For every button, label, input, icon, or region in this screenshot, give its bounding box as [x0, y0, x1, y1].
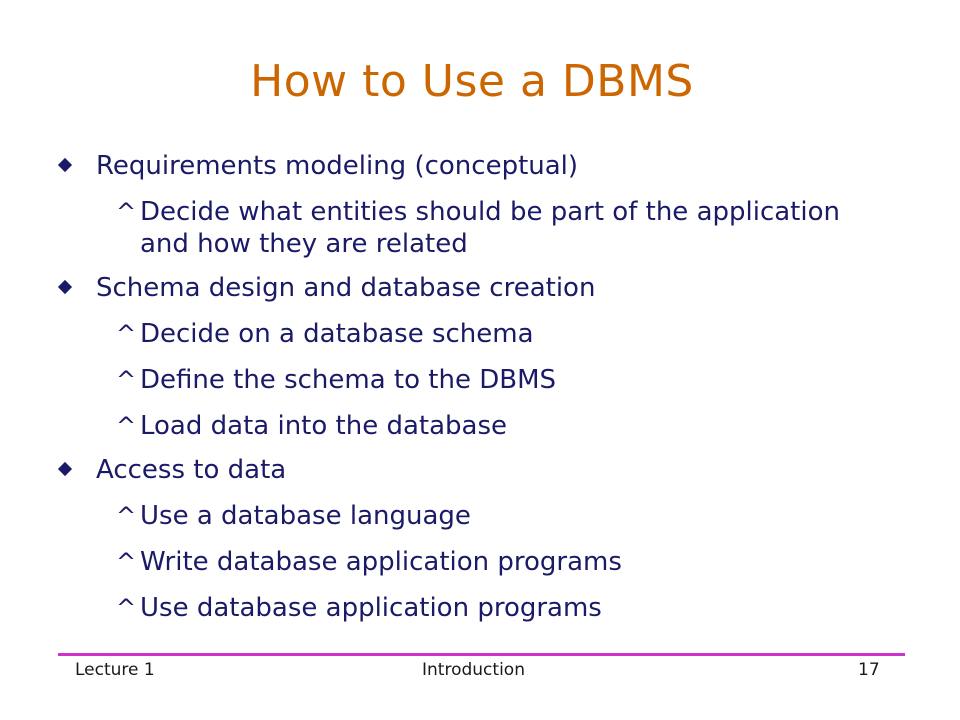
sub-bullet-item [60, 318, 880, 350]
sub-bullet-item [60, 196, 880, 260]
sub-bullet-text: Decide what entities should be part of the application and how they are related [140, 197, 840, 259]
caret-bullet-icon: ^ [116, 502, 137, 530]
sub-bullet-text: Define the schema to the DBMS [140, 365, 556, 395]
sub-bullet-text: Write database application programs [140, 547, 622, 577]
bullet-item [60, 150, 880, 182]
caret-bullet-icon: ^ [116, 198, 137, 226]
slide-title: How to Use a DBMS [250, 56, 694, 107]
diamond-bullet-icon [58, 280, 72, 294]
sub-bullet-item [60, 500, 880, 532]
sub-bullet-text: Use a database language [140, 501, 471, 531]
diamond-bullet-icon [58, 158, 72, 172]
bullet-text: Schema design and database creation [96, 273, 596, 303]
bullet-text: Access to data [96, 455, 287, 485]
footer-divider [58, 653, 905, 656]
caret-bullet-icon: ^ [116, 412, 137, 440]
bullet-item [60, 454, 880, 486]
sub-bullet-text: Use database application programs [140, 593, 602, 623]
caret-bullet-icon: ^ [116, 548, 137, 576]
diamond-bullet-icon [58, 462, 72, 476]
sub-bullet-text: Decide on a database schema [140, 319, 534, 349]
bullet-text: Requirements modeling (conceptual) [96, 151, 579, 181]
bullet-list [60, 150, 880, 624]
footer-topic: Introduction [422, 660, 525, 680]
caret-bullet-icon: ^ [116, 366, 137, 394]
sub-bullet-item [60, 592, 880, 624]
bullet-item [60, 272, 880, 304]
footer-page-number: 17 [858, 660, 880, 680]
sub-bullet-item [60, 364, 880, 396]
sub-bullet-item [60, 546, 880, 578]
sub-bullet-item [60, 410, 880, 442]
caret-bullet-icon: ^ [116, 320, 137, 348]
caret-bullet-icon: ^ [116, 594, 137, 622]
sub-bullet-text: Load data into the database [140, 411, 508, 441]
footer-lecture: Lecture 1 [75, 660, 155, 680]
